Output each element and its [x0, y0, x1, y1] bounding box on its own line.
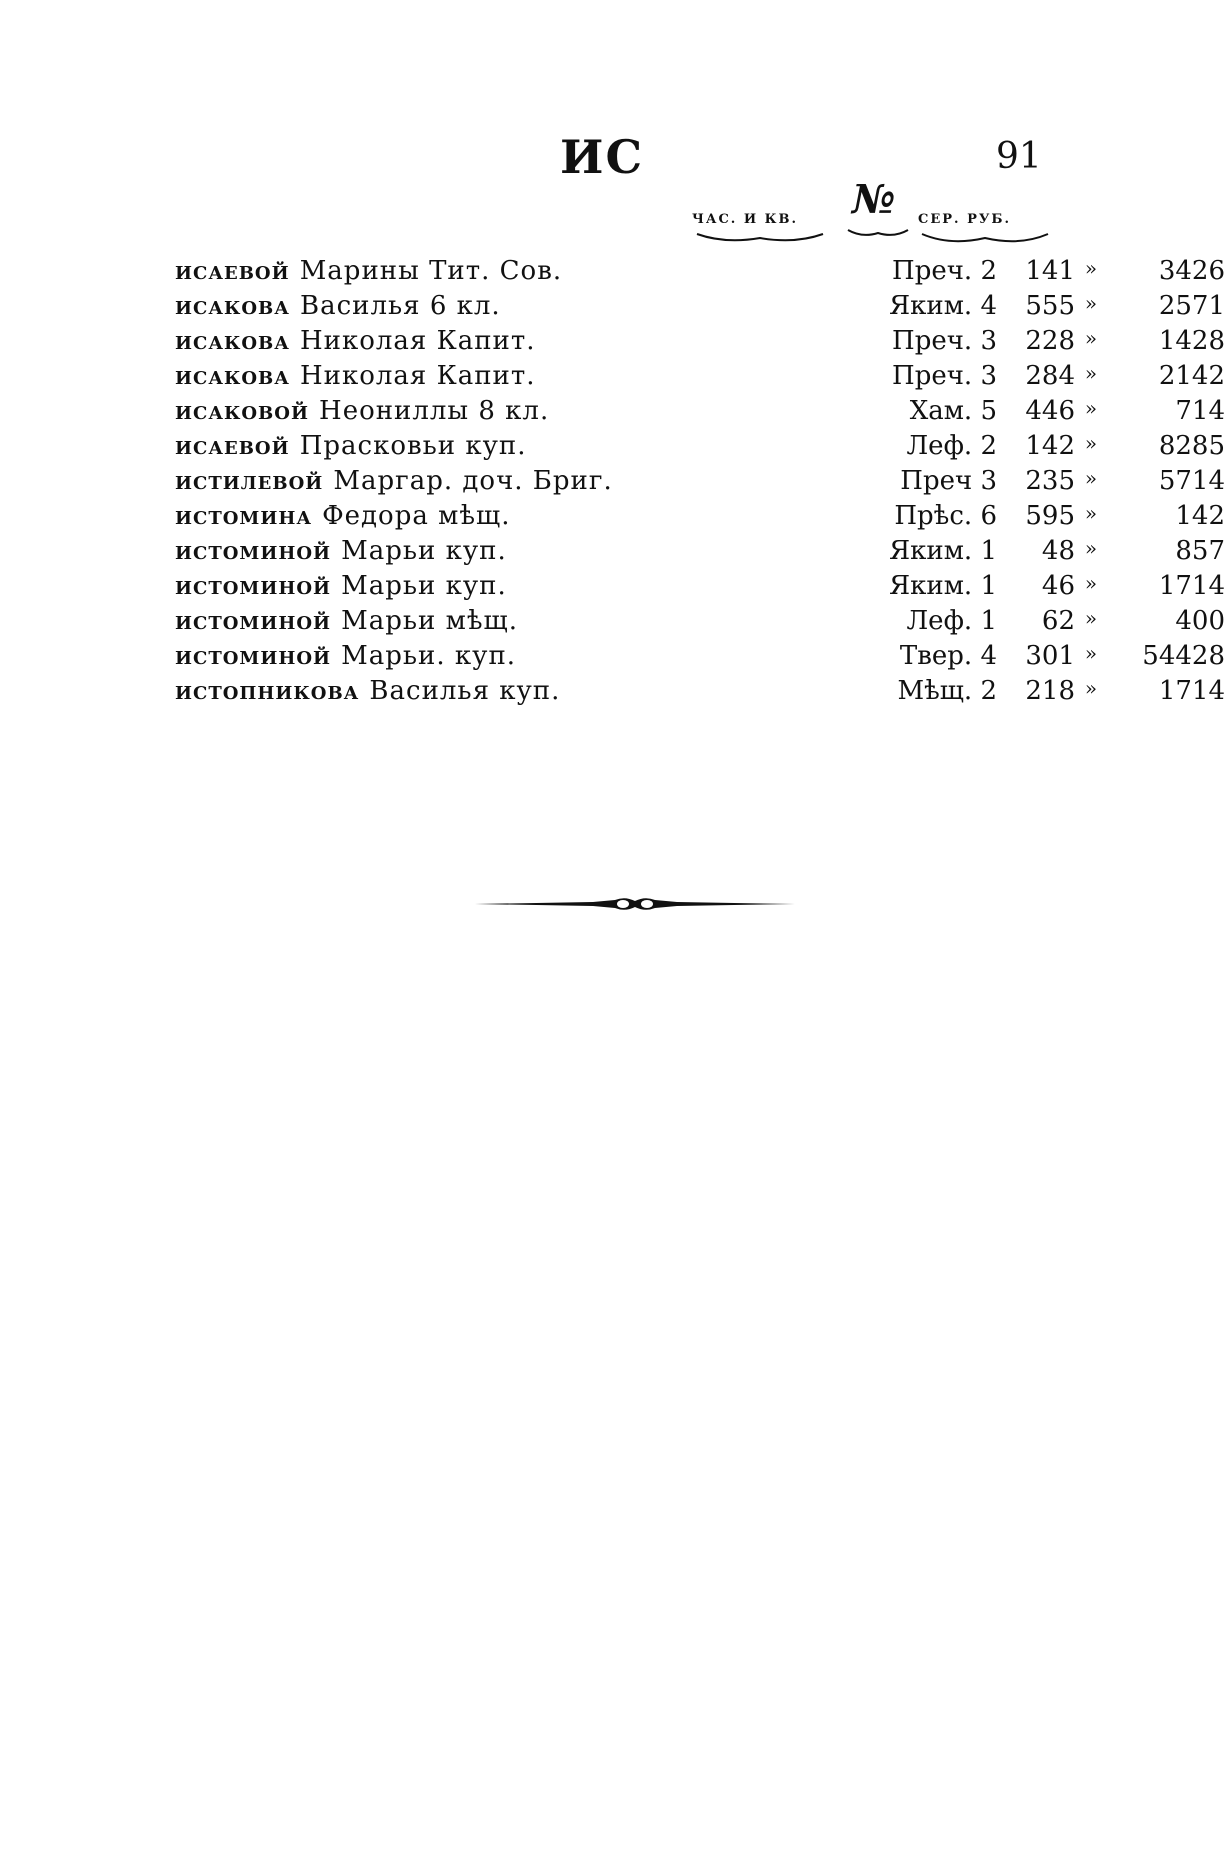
entry-number: 218 [1025, 676, 1075, 706]
entry-sum: 1714 [1158, 676, 1225, 706]
entry-name [175, 606, 518, 636]
entry-name [175, 326, 536, 356]
entry-surname: исакова [175, 326, 290, 356]
entry-description: Марьи куп. [341, 536, 507, 566]
entry-name [175, 571, 507, 601]
entry-separator: » [1084, 606, 1098, 630]
table-row [175, 536, 1225, 570]
entry-description: Василья куп. [369, 676, 561, 706]
table-row [175, 291, 1225, 325]
table-row [175, 361, 1225, 395]
entry-surname: истомина [175, 501, 313, 531]
entry-part-quarter: Преч. 3 [892, 361, 997, 391]
entry-name [175, 501, 510, 531]
entry-name [175, 291, 501, 321]
table-row [175, 396, 1225, 430]
column-brace-sum [920, 232, 1050, 248]
entry-surname: исаевой [175, 256, 290, 286]
entry-number: 301 [1025, 641, 1075, 671]
entry-description: Неониллы 8 кл. [319, 396, 550, 426]
entry-separator: » [1084, 501, 1098, 525]
entry-part-quarter: Леф. 2 [906, 431, 997, 461]
entry-number: 446 [1025, 396, 1075, 426]
entry-separator: » [1084, 326, 1098, 350]
entry-description: Николая Капит. [299, 326, 536, 356]
entry-separator: » [1084, 361, 1098, 385]
column-header-sum: СЕР. РУБ. [918, 212, 1012, 227]
entry-sum: 54428 [1142, 641, 1225, 671]
table-row [175, 431, 1225, 465]
table-row [175, 641, 1225, 675]
entry-separator: » [1084, 641, 1098, 665]
entry-separator: » [1084, 536, 1098, 560]
column-header-number: № [852, 176, 896, 223]
entry-name [175, 536, 507, 566]
entry-description: Прасковьи куп. [299, 431, 527, 461]
entry-separator: » [1084, 571, 1098, 595]
entry-number: 141 [1025, 256, 1075, 286]
entry-surname: исакова [175, 361, 290, 391]
entry-surname: истоминой [175, 571, 332, 601]
entry-name [175, 361, 536, 391]
ornament-divider [475, 892, 795, 916]
table-row [175, 676, 1225, 710]
entry-sum: 8285 [1158, 431, 1225, 461]
entry-description: Марьи. куп. [341, 641, 517, 671]
entry-part-quarter: Преч. 3 [892, 326, 997, 356]
entry-separator: » [1084, 676, 1098, 700]
entry-name [175, 466, 613, 496]
entry-part-quarter: Леф. 1 [906, 606, 997, 636]
entry-surname: истилевой [175, 466, 324, 496]
entry-number: 142 [1025, 431, 1075, 461]
entry-description: Федора мѣщ. [322, 501, 511, 531]
entry-description: Марины Тит. Сов. [299, 256, 563, 286]
entry-sum: 1428 [1158, 326, 1225, 356]
column-brace-part [695, 232, 825, 246]
entry-description: Маргар. доч. Бриг. [333, 466, 613, 496]
table-row [175, 466, 1225, 500]
page-header-abbr: ИС [560, 130, 645, 184]
entry-part-quarter: Преч 3 [900, 466, 997, 496]
entry-sum: 2142 [1158, 361, 1225, 391]
entry-sum: 5714 [1158, 466, 1225, 496]
entry-part-quarter: Хам. 5 [909, 396, 997, 426]
entry-number: 228 [1025, 326, 1075, 356]
entry-part-quarter: Яким. 1 [889, 571, 997, 601]
table-row [175, 501, 1225, 535]
column-brace-number [846, 228, 910, 240]
entry-number: 595 [1025, 501, 1075, 531]
entry-name [175, 676, 560, 706]
entry-description: Марьи куп. [341, 571, 507, 601]
entry-surname: исакова [175, 291, 290, 321]
entry-sum: 400 [1175, 606, 1225, 636]
entry-separator: » [1084, 291, 1098, 315]
entry-number: 46 [1041, 571, 1075, 601]
column-header-part: ЧАС. И КВ. [692, 212, 799, 227]
entry-description: Василья 6 кл. [299, 291, 501, 321]
table-row [175, 256, 1225, 290]
entry-number: 284 [1025, 361, 1075, 391]
entry-separator: » [1084, 396, 1098, 420]
table-row [175, 326, 1225, 360]
entry-part-quarter: Преч. 2 [892, 256, 997, 286]
entry-number: 235 [1025, 466, 1075, 496]
page-number: 91 [996, 136, 1042, 177]
entry-name [175, 396, 549, 426]
entry-name [175, 256, 562, 286]
entry-description: Николая Капит. [299, 361, 536, 391]
entry-part-quarter: Яким. 1 [889, 536, 997, 566]
entry-number: 555 [1025, 291, 1075, 321]
entry-sum: 3426 [1158, 256, 1225, 286]
entry-name [175, 641, 516, 671]
entry-surname: истоминой [175, 536, 332, 566]
entry-sum: 142 [1175, 501, 1225, 531]
entry-surname: исаковой [175, 396, 309, 426]
table-row [175, 606, 1225, 640]
entry-separator: » [1084, 466, 1098, 490]
entry-part-quarter: Яким. 4 [889, 291, 997, 321]
entry-name [175, 431, 527, 461]
entry-description: Марьи мѣщ. [341, 606, 518, 636]
entry-part-quarter: Прѣс. 6 [894, 501, 997, 531]
entry-sum: 714 [1175, 396, 1225, 426]
entry-number: 48 [1041, 536, 1075, 566]
entry-part-quarter: Мѣщ. 2 [897, 676, 997, 706]
table-row [175, 571, 1225, 605]
entry-separator: » [1084, 431, 1098, 455]
entry-surname: истоминой [175, 641, 332, 671]
entry-sum: 857 [1175, 536, 1225, 566]
entry-separator: » [1084, 256, 1098, 280]
entry-part-quarter: Твер. 4 [899, 641, 997, 671]
entry-sum: 2571 [1158, 291, 1225, 321]
entry-number: 62 [1041, 606, 1075, 636]
entry-surname: истоминой [175, 606, 332, 636]
entry-surname: исаевой [175, 431, 290, 461]
entry-surname: истопникова [175, 676, 360, 706]
entry-sum: 1714 [1158, 571, 1225, 601]
